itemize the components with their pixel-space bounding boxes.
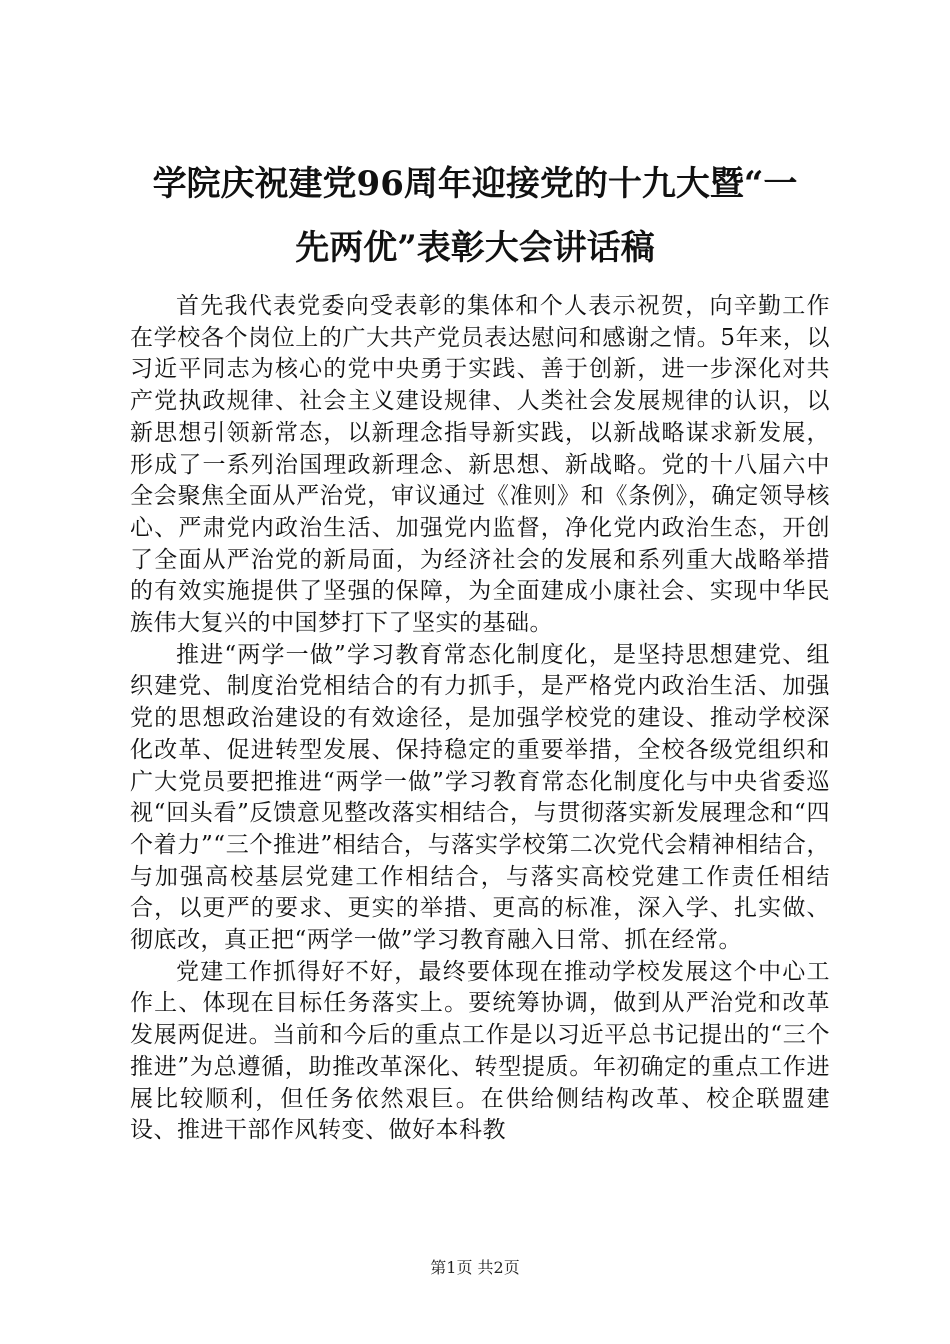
paragraph-2: 推进“两学一做”学习教育常态化制度化，是坚持思想建党、组织建党、制度治党相结合的有力抓手，是严格党内政治生活、加强党的思想政治建设的有效途径，是加强学校党的建设、推动学校深化改革、促进转型发展、保持稳定的重要举措，全校各级党组织和广大党员要把推进“两学一做”学习教育常态化制度化与中央省委巡视“回头看”反馈意见整改落实相结合，与贯彻落实新发展理念和“四个着力”“三个推进”相结合，与落实学校第二次党代会精神相结合，与加强高校基层党建工作相结合，与落实高校党建工作责任相结合，以更严的要求、更实的举措、更高的标准，深入学、扎实做、彻底改，真正把“两学一做”学习教育融入日常、抓在经常。 — [130, 641, 830, 954]
title-line-2: 先两优”表彰大会讲话稿 — [295, 228, 655, 268]
title-line-1: 学院庆祝建党96周年迎接党的十九大暨“一 — [152, 164, 798, 204]
document-body — [130, 291, 830, 1147]
document-title — [100, 152, 850, 280]
page-number-footer: 第1页 共2页 — [430, 1258, 520, 1277]
paragraph-1: 首先我代表党委向受表彰的集体和个人表示祝贺，向辛勤工作在学校各个岗位上的广大共产党员表达慰问和感谢之情。5年来，以习近平同志为核心的党中央勇于实践、善于创新，进一步深化对共产党执政规律、社会主义建设规律、人类社会发展规律的认识，以新思想引领新常态，以新理念指导新实践，以新战略谋求新发展，形成了一系列治国理政新理念、新思想、新战略。党的十八届六中全会聚焦全面从严治党，审议通过《准则》和《条例》，确定领导核心、严肃党内政治生活、加强党内监督，净化党内政治生态，开创了全面从严治党的新局面，为经济社会的发展和系列重大战略举措的有效实施提供了坚强的保障，为全面建成小康社会、实现中华民族伟大复兴的中国梦打下了坚实的基础。 — [130, 293, 830, 637]
paragraph-3: 党建工作抓得好不好，最终要体现在推动学校发展这个中心工作上、体现在目标任务落实上。要统筹协调，做到从严治党和改革发展两促进。当前和今后的重点工作是以习近平总书记提出的“三个推进”为总遵循，助推改革深化、转型提质。年初确定的重点工作进展比较顺利，但任务依然艰巨。在供给侧结构改革、校企联盟建设、推进干部作风转变、做好本科教 — [130, 958, 830, 1144]
